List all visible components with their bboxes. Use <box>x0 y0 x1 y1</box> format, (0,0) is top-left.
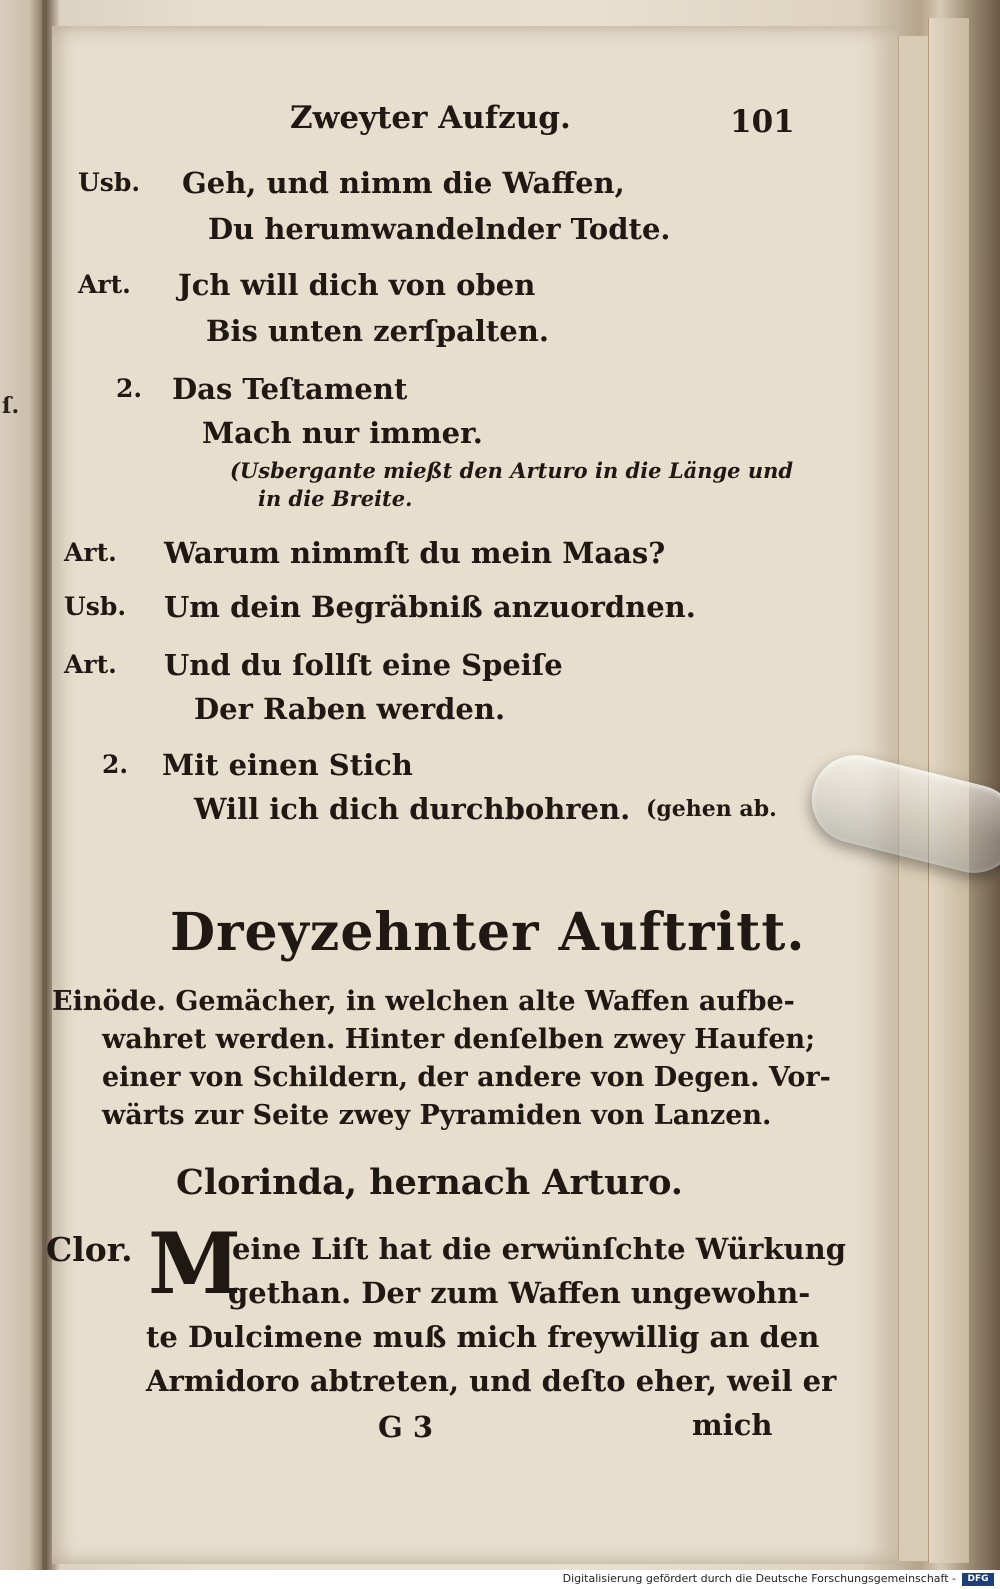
speaker-label: Usb. <box>64 592 127 621</box>
stage-direction: in die Breite. <box>258 486 413 511</box>
prose-line: Armidoro abtreten, und deſto eher, weil er <box>146 1364 837 1398</box>
stage-direction: (Usbergante mießt den Arturo in die Länge und <box>230 458 794 483</box>
verse-line: Mach nur immer. <box>202 416 483 450</box>
speaker-label: Art. <box>64 538 117 567</box>
verse-line: Will ich dich durchbohren. <box>194 792 631 826</box>
verse-line: Geh, und nimm die Waffen, <box>182 166 625 200</box>
prose-line: gethan. Der zum Waffen ungewohn- <box>228 1276 811 1310</box>
scene-title: Dreyzehnter Auftritt. <box>170 902 806 963</box>
stage-setting: Einöde. Gemächer, in welchen alte Waffen aufbe- <box>52 986 795 1017</box>
dfg-logo: DFG <box>962 1573 994 1586</box>
verse-line: Mit einen Stich <box>162 748 413 782</box>
cast-line: Clorinda, hernach Arturo. <box>176 1162 683 1203</box>
left-page-edge <box>0 0 42 1570</box>
speaker-label: Usb. <box>78 168 141 197</box>
drop-cap: M <box>148 1214 241 1313</box>
book-page <box>46 26 898 1564</box>
footer-bar <box>0 1570 1000 1589</box>
verse-line: Um dein Begräbniß anzuordnen. <box>164 590 696 624</box>
verse-line: Der Raben werden. <box>194 692 506 726</box>
verse-line: Du herumwandelnder Todte. <box>208 212 671 246</box>
speaker-label: 2. <box>116 374 143 403</box>
speaker-label: Art. <box>64 650 117 679</box>
prose-line: eine Liſt hat die erwünſchte Würkung <box>232 1232 846 1266</box>
speaker-label: Clor. <box>46 1230 133 1269</box>
footer-credit: Digitalisierung gefördert durch die Deutsche Forschungsgemeinschaft - <box>562 1572 956 1585</box>
speaker-label: 2. <box>102 750 129 779</box>
verse-line: Warum nimmſt du mein Maas? <box>164 536 666 570</box>
stage-setting: einer von Schildern, der andere von Degen. Vor- <box>102 1062 831 1093</box>
verse-line: Jch will dich von oben <box>178 268 536 302</box>
verse-line: Und du ſollſt eine Speiſe <box>164 648 563 682</box>
running-title: Zweyter Aufzug. <box>290 100 571 136</box>
left-page-fragment: ſ. <box>2 393 20 419</box>
speaker-label: Art. <box>78 270 131 299</box>
exit-direction: (gehen ab. <box>646 796 777 822</box>
stage-setting: wärts zur Seite zwey Pyramiden von Lanzen. <box>102 1100 772 1131</box>
catchword: mich <box>692 1408 773 1442</box>
verse-line: Bis unten zerſpalten. <box>206 314 549 348</box>
verse-line: Das Teſtament <box>172 372 408 406</box>
prose-line: te Dulcimene muß mich freywillig an den <box>146 1320 820 1354</box>
signature-mark: G 3 <box>378 1410 434 1444</box>
page-number: 101 <box>730 104 795 140</box>
stage-setting: wahret werden. Hinter denſelben zwey Haufen; <box>102 1024 816 1055</box>
